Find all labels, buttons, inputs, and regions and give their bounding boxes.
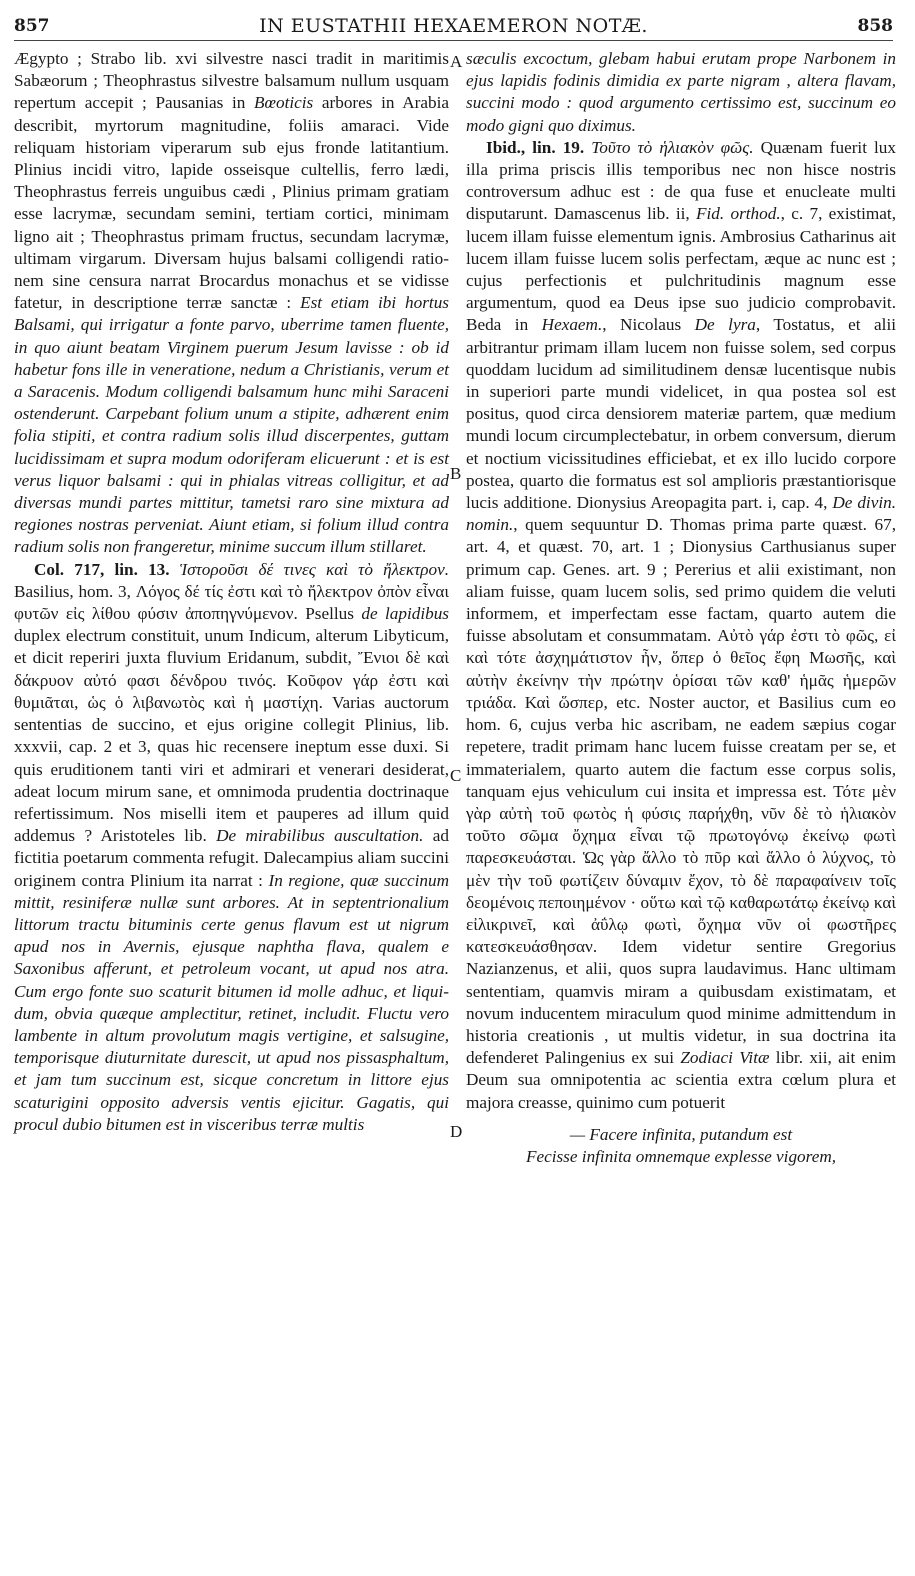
greek-lemma: Ἱστοροῦσι δέ τινες καὶ τὸ ἤλεκτρον.	[179, 559, 449, 579]
greek-lemma: Τοῦτο τὸ ἡλιακὸν φῶς.	[591, 137, 754, 157]
text-run: ad fictitia poetarum commenta refugit. Dalecampius aliam succini originem contra Plinium ita narrat :	[14, 826, 449, 890]
running-title: IN EUSTATHII HEXAEMERON NOTÆ.	[259, 15, 648, 37]
italic-quotation: Est etiam ibi hortus Balsami, qui irrigatur a fonte parvo, uberrime tamen fluente, in quo aiunt beatam Virginem puerum Jesum lavisse : ob id habetur fons ille in veneratione, nedum a Christianis, verum et a Saracenis. Modum colligendi balsamum hunc mihi Saraceni ostenderunt. Carpebant folium unum a stipite, adhærent enim folia stipiti, et contra radium solis illud discerpentes, guttam lucidissimam et supra modum odoriferam elicuerunt : et is est verus liquor balsami : qui in phialas vitreas colligitur, et ad diversas mundi partes mittitur, tametsi raro sine mixtura ad regiones nostras perveniat. Aiunt etiam, si folium illud contra radium solis non frangeretur, minime succum illum stillaret.	[14, 293, 449, 557]
paragraph-light	[466, 137, 896, 1114]
italic-run: Bœoticis	[254, 93, 314, 113]
left-column	[14, 48, 449, 1136]
italic-run: De divin. nomin.	[466, 493, 896, 535]
italic-run: de lapidibus	[361, 604, 449, 624]
italic-run: De lyra	[694, 315, 756, 335]
margin-letter-b: B	[450, 464, 462, 483]
note-reference: Col. 717, lin. 13.	[34, 559, 180, 579]
verse-line: — Facere infinita, putandum est	[569, 1124, 793, 1144]
italic-quotation: sæculis excoctum, glebam habui erutam prope Narbonem in ejus lapidis fodinis dimidia ex parte nigram , altera flavam, succini modo : quod argumento certissimo est, succinum eo modo gigni quo diximus.	[466, 49, 896, 135]
text-run: , quem sequuntur D. Thomas prima parte quæst. 67, art. 4, et quæst. 70, art. 1 ; Dionysius Carthusianus super primum cap. Genes. art. 9 ; Pererius et alii existimant, non aliam fuisse, quam lucem solis, sed primo quidem die veluti informem, et imperfectam esse factam, quarto autem die fuisse absolutam et consummatam. Αὐτὸ γάρ ἐστι τὸ φῶς, εἰ καὶ τότε ἀσχημάτιστον ἦν, ὅπερ ὁ θεῖος ἔφη Μωσῆς, καὶ αὐτὴν ἐκείνην τὴν πρώτην ὁρίσαι τῶν καθ' ἡμᾶς ἡμερῶν τριάδα. Καὶ ὥσπερ, etc. Noster auctor, et Basilius cum eo hom. 6, cujus verba hic ascribam, ne eadem sæpius cogar repetere, tradit primam hanc lucem fuisse creatam per se, et immaterialem, quarto autem die factum esse corpus solis, tanquam ejus vehiculum cui insita et impressa est. Τότε μὲν γὰρ αὐτὴ τοῦ φωτὸς ἡ φύσις παρήχθη, νῦν δὲ τὸ ἡλιακὸν τοῦτο σῶμα ὄχημα εἶναι τῷ πρωτογόνῳ ἐκείνῳ φωτὶ παρεσκευάσται. Ὡς γὰρ ἄλλο τὸ πῦρ καὶ ἄλλο ὁ λύχνος, τὸ μὲν τὴν τοῦ φωτίζειν δύναμιν ἔχον, τὸ δὲ παραφαίνειν τοῖς δεομένοις πεποιημένον · οὕτω καὶ τῷ καθαρωτάτῳ ἐκείνῳ καὶ εἰλικρινεῖ, καὶ ἀΰλῳ φωτὶ, ὄχημα νῦν οἱ φωστῆρες κατεσκευάσθησαν. Idem videtur sentire Gregorius Nazianzenus, et alii, quos supra laudavimus. Hanc ultimam sententiam, quamvis miram a quibusdam existimatam, et novum inducentem miraculum quod minime admittendum in historia creationis , ut multis videtur, in sua doctrina ita defenderet Palingenius ex sui	[466, 515, 896, 1068]
verse-line: Fecisse infinita omnemque explesse vigorem,	[525, 1146, 837, 1166]
header-rule	[14, 40, 893, 41]
running-header	[14, 10, 893, 38]
text-run: , Tostatus, et alii arbitrantur primam illam lucem non fuisse solem, sed corpus quoddam lucidum ad similitudinem densæ lucentisque nubis in superiori parte mundi videlicet, in qua postea sol est positus, quod circa densiorem materiæ partem, quæ medium mundi locum circumplectebatur, in orbem conversum, dierum et noctium vicissitudines efficiebat, et ex illo lucido corpore postea, quarto die formatus est sol amplioris præstantiorisque lucis additione. Dionysius Areopagita part. i, cap. 4,	[466, 315, 896, 513]
italic-run: Zodiaci Vitæ	[680, 1048, 770, 1068]
margin-letter-a: A	[450, 52, 463, 71]
text-run: arbores in Arabia describit, myrtorum magnitudine, foliis amaraci. Vide reliquam historiam viperarum sub ejus fronde latitantium. Plinius incidi vitro, lapide osseisque cultellis, ferro lædi, Theophrastus ferreis unguibus cædi , Plinius primam gratiam esse lacrymæ, secundam semini, tertiam cortici, minimam ligno ait ; Theophrastus primam fructus, secundam lacrymæ, ultimam virgarum. Diversam hujus balsami colligendi rationem sine censura narrat Brocardus monachus et se vidisse fatetur, in descriptione terræ sanctæ :	[14, 93, 450, 313]
text-run: Quænam fuerit lux illa prima priscis illis temporibus nec non hisce nostris controversum adhuc est : de qua fuse et enucleate multi disputarunt. Damascenus lib. ii,	[466, 137, 896, 224]
italic-quotation: In regione, quæ succinum mittit, resiniferæ nullæ sunt arbores. At in septentrionalium littorum tractu bituminis certe genus flavum est ut nigrum apud nos in Avernis, ejusque naphtha flava, qualem e Saxonibus afferunt, et petroleum vocant, ut apud nos atra. Cum ergo fonte suo scaturit bitumen id molle adhuc, et liquidum, obvia quæque amplectitur, retinet, includit. Fluctu vero lambente in altum provolutum magis vertigine, et salsugine, temporisque diuturnitate durescit, ut apud nos pissasphaltum, et jam tum succinum est, sicque concretum in littore ejus scaturigini opposito adversis ventis ejicitur. Gagatis, qui procul dubio bitumen est in visceribus terræ multis	[14, 870, 450, 1134]
italic-run: Hexaem.	[541, 315, 603, 335]
italic-run: Fid. orthod.	[696, 204, 781, 224]
text-run: Basilius, hom. 3, Λόγος δέ τίς ἐστι καὶ τὸ ἤλεκτρον ὀπὸν εἶναι φυτῶν εἰς λίθου φύσιν ἀποπηγνύμενον. Psellus	[14, 581, 449, 624]
page-number-left: 857	[14, 16, 50, 36]
margin-letter-c: C	[450, 766, 462, 785]
italic-run: De mirabilibus auscultation.	[216, 826, 424, 846]
paragraph-balsam	[14, 48, 449, 559]
page-number-right: 858	[857, 16, 893, 36]
paragraph-electrum	[14, 559, 449, 1136]
text-run: duplex electrum constituit, unum Indicum, alterum Libyticum, et dicit reperiri juxta fluvium Eridanum, subdit, Ἔνιοι δὲ καὶ δάκρυον αὐτό φασι δένδρου τινός. Κοῦφον γάρ ἐστι καὶ θυμιᾶται, ὡς ὁ λιβανωτὸς καὶ ἡ μαστίχη. Varias auctorum sententias de succino, et ejus origine collegit Plinius, lib. xxxvii, cap. 2 et 3, quas hic recensere ineptum esse duxi. Si quis eruditionem tanti viri et admirari et venerari desiderat, adeat locum mirum sane, et omnimoda prudentia doctrinaque refertissimum. Nos miselli item et pauperes ad illum quid addemus ? Aristoteles lib.	[14, 626, 449, 846]
text-run: , c. 7, existimat, lucem illam fuisse elementum ignis. Ambrosius Catharinus ait lucem illam fuisse lucem solis perfectam, æque ac nunc est ; cujus perfectionis et pulchritudinis magnum esse argumentum, quod ea Deus ipse suo judicio comprobavit. Beda in	[466, 204, 896, 335]
right-column	[466, 48, 896, 1168]
text-run: libr. xii, ait enim Deum sua omnipotentia ac scientia extra cœlum plura et majora creasse, quinimo cum potuerit	[466, 1048, 896, 1112]
paragraph-continuation	[466, 48, 896, 137]
text-run: , Nicolaus	[602, 315, 695, 335]
note-reference: Ibid., lin. 19.	[486, 137, 592, 157]
margin-letter-d: D	[450, 1122, 463, 1141]
text-run: Ægypto ; Strabo lib. xvi silvestre nasci tradit in maritimis Sabæorum ; Theophrastus silvestre balsamum nullum usquam repertum accepit ; Pausanias in	[14, 49, 449, 113]
